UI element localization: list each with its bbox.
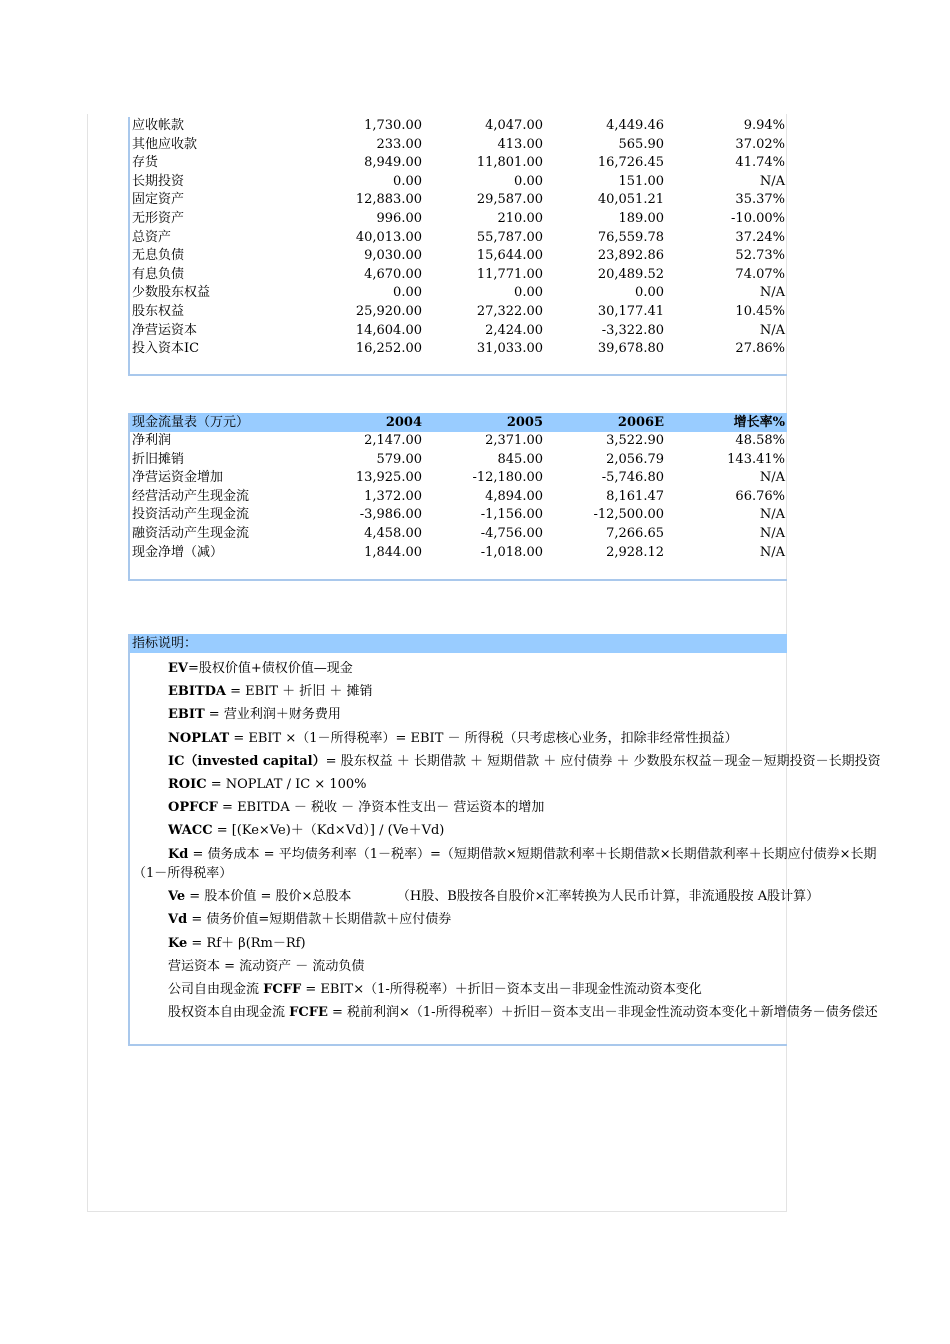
value-2005: 0.00 (514, 285, 543, 301)
header-2004: 2004 (385, 415, 422, 430)
note-term: OPFCF (168, 800, 218, 815)
row-label: 投资活动产生现金流 (132, 507, 250, 523)
note-line (133, 866, 232, 882)
value-growth: 74.07% (735, 266, 785, 282)
value-2004: 579.00 (376, 451, 422, 467)
value-2005: 11,771.00 (476, 266, 543, 282)
value-2004: 8,949.00 (364, 155, 422, 171)
value-2005: 2,424.00 (485, 322, 543, 338)
note-term: WACC (168, 823, 213, 838)
table-row (130, 191, 787, 210)
table-row (130, 136, 787, 155)
note-line (168, 661, 353, 677)
table-row (130, 173, 787, 192)
value-2006e: 2,928.12 (606, 544, 664, 560)
cashflow-header-row (130, 413, 787, 432)
table-row (130, 154, 787, 173)
value-2004: 9,030.00 (364, 248, 422, 264)
value-2005: -1,018.00 (480, 544, 543, 560)
note-text: = 债务价值=短期借款＋长期借款＋应付债券 (187, 912, 452, 927)
value-growth: 27.86% (735, 341, 785, 357)
value-growth: -10.00% (731, 210, 785, 226)
value-2005: 55,787.00 (476, 229, 543, 245)
value-growth: 37.24% (735, 229, 785, 245)
table-row (130, 525, 787, 544)
note-text: （1－所得税率） (133, 866, 233, 881)
value-2004: 12,883.00 (355, 192, 422, 208)
value-2005: 4,047.00 (485, 118, 543, 133)
value-2005: -1,156.00 (480, 507, 543, 523)
value-2004: 2,147.00 (364, 433, 422, 448)
table-row (130, 432, 787, 451)
note-term: ROIC (168, 777, 207, 792)
value-growth: N/A (759, 525, 785, 541)
note-line (168, 707, 341, 723)
header-2006e: 2006E (617, 415, 664, 430)
value-2004: 16,252.00 (355, 341, 422, 357)
row-label: 净利润 (132, 433, 172, 448)
value-2004: 4,670.00 (364, 266, 422, 282)
cashflow-title: 现金流量表（万元） (132, 415, 250, 430)
table-row (130, 322, 787, 341)
note-term: Ke (168, 936, 188, 951)
value-2004: 0.00 (393, 173, 422, 189)
value-growth: N/A (759, 544, 785, 560)
value-growth: 37.02% (735, 136, 785, 152)
value-2004: 25,920.00 (355, 303, 422, 319)
header-2005: 2005 (506, 415, 543, 430)
row-label: 总资产 (132, 229, 172, 245)
table-row (130, 544, 787, 563)
value-2006e: 7,266.65 (606, 525, 664, 541)
note-term: EV (168, 661, 188, 676)
note-text: = EBIT×（1-所得税率）＋折旧－资本支出－非现金性流动资本变化 (301, 982, 702, 997)
note-text: 公司自由现金流 (168, 982, 264, 997)
value-growth: N/A (759, 322, 785, 338)
row-label: 无息负债 (132, 248, 185, 264)
row-label: 其他应收款 (132, 136, 198, 152)
value-2005: 31,033.00 (476, 341, 543, 357)
note-term: FCFE (289, 1005, 328, 1020)
value-growth: 41.74% (735, 155, 785, 171)
row-label: 净营运资本 (132, 322, 198, 338)
value-growth: N/A (759, 173, 785, 189)
note-line (168, 982, 702, 998)
table-row (130, 340, 787, 359)
note-line (168, 731, 738, 747)
note-text: = 税前利润×（1-所得税率）＋折旧－资本支出－非现金性流动资本变化＋新增债务－债务偿还 (327, 1005, 878, 1020)
value-2006e: 565.90 (618, 136, 664, 152)
value-2006e: 8,161.47 (606, 488, 664, 504)
row-label: 折旧摊销 (132, 451, 185, 467)
note-term: EBITDA (168, 684, 227, 699)
value-2006e: 3,522.90 (606, 433, 664, 448)
table-row (130, 506, 787, 525)
value-growth: N/A (759, 470, 785, 486)
note-text: = Rf＋ β(Rm－Rf) (187, 936, 306, 951)
value-growth: N/A (759, 285, 785, 301)
note-text: = EBITDA － 税收 － 净资本性支出－ 营运资本的增加 (217, 800, 545, 815)
notes-title: 指标说明： (130, 634, 787, 653)
value-2005: 0.00 (514, 173, 543, 189)
value-2006e: 2,056.79 (606, 451, 664, 467)
value-2005: 15,644.00 (476, 248, 543, 264)
value-2006e: 76,559.78 (597, 229, 664, 245)
row-label: 应收帐款 (132, 118, 185, 133)
value-2006e: 16,726.45 (597, 155, 664, 171)
value-2006e: 30,177.41 (597, 303, 664, 319)
note-term: NOPLAT (168, 731, 230, 746)
table-row (130, 247, 787, 266)
note-line (168, 800, 544, 816)
value-2004: -3,986.00 (359, 507, 422, 523)
value-2006e: -3,322.80 (601, 322, 664, 338)
row-label: 无形资产 (132, 210, 185, 226)
note-line (168, 754, 881, 770)
value-2006e: 0.00 (635, 285, 664, 301)
row-label: 长期投资 (132, 173, 185, 189)
value-2006e: -12,500.00 (593, 507, 664, 523)
value-2006e: 189.00 (618, 210, 664, 226)
row-label: 投入资本IC (132, 341, 200, 357)
balance-sheet-table (128, 117, 787, 376)
note-line (168, 912, 451, 928)
note-text: 股权资本自由现金流 (168, 1005, 290, 1020)
value-growth: N/A (759, 507, 785, 523)
value-2006e: 40,051.21 (597, 192, 664, 208)
value-2006e: 4,449.46 (606, 118, 664, 133)
note-term: IC（invested capital） (168, 754, 326, 769)
row-label: 有息负债 (132, 266, 185, 282)
value-2006e: 39,678.80 (597, 341, 664, 357)
note-line (168, 1005, 878, 1021)
note-text: = NOPLAT / IC × 100% (206, 777, 367, 792)
note-text: = EBIT ×（1－所得税率）= EBIT － 所得税（只考虑核心业务，扣除非经常性损益） (229, 731, 738, 746)
value-2004: 14,604.00 (355, 322, 422, 338)
value-2005: -12,180.00 (472, 470, 543, 486)
value-2004: 996.00 (376, 210, 422, 226)
note-term: Kd (168, 847, 189, 862)
note-line (168, 959, 364, 975)
value-2004: 13,925.00 (355, 470, 422, 486)
note-text: = EBIT ＋ 折旧 ＋ 摊销 (226, 684, 373, 699)
value-2005: -4,756.00 (480, 525, 543, 541)
cashflow-table (128, 413, 787, 581)
note-text: = 营业利润＋财务费用 (204, 707, 341, 722)
note-term: Vd (168, 912, 188, 927)
value-2004: 4,458.00 (364, 525, 422, 541)
table-row (130, 266, 787, 285)
value-2005: 27,322.00 (476, 303, 543, 319)
row-label: 现金净增（减） (132, 544, 224, 560)
note-term: FCFF (263, 982, 302, 997)
note-text: 营运资本 = 流动资产 － 流动负债 (168, 959, 365, 974)
header-growth: 增长率% (733, 415, 785, 430)
table-row (130, 284, 787, 303)
value-growth: 9.94% (743, 118, 785, 133)
value-growth: 48.58% (735, 433, 785, 448)
value-growth: 10.45% (735, 303, 785, 319)
value-2006e: 23,892.86 (597, 248, 664, 264)
row-label: 净营运资金增加 (132, 470, 224, 486)
value-2005: 11,801.00 (476, 155, 543, 171)
value-2004: 1,844.00 (364, 544, 422, 560)
value-2005: 29,587.00 (476, 192, 543, 208)
note-line (168, 847, 877, 863)
note-text: = 股本价值 = 股价×总股本 （H股、B股按各自股价×汇率转换为人民币计算，非流通股按 A股计算） (185, 889, 820, 904)
value-2005: 210.00 (497, 210, 543, 226)
value-2005: 2,371.00 (485, 433, 543, 448)
table-row (130, 469, 787, 488)
value-2006e: 20,489.52 (597, 266, 664, 282)
value-growth: 66.76% (735, 488, 785, 504)
value-2005: 413.00 (497, 136, 543, 152)
value-2004: 1,730.00 (364, 118, 422, 133)
value-2004: 40,013.00 (355, 229, 422, 245)
row-label: 存货 (132, 155, 159, 171)
table-row (130, 210, 787, 229)
note-line (168, 889, 819, 905)
row-label: 融资活动产生现金流 (132, 525, 250, 541)
value-2005: 845.00 (497, 451, 543, 467)
note-term: EBIT (168, 707, 205, 722)
row-label: 经营活动产生现金流 (132, 488, 250, 504)
value-growth: 35.37% (735, 192, 785, 208)
value-growth: 143.41% (727, 451, 785, 467)
note-text: = 股东权益 ＋ 长期借款 ＋ 短期借款 ＋ 应付债券 ＋ 少数股东权益－现金－短期投资－长期投资 (325, 754, 881, 769)
note-line (168, 684, 373, 700)
value-2005: 4,894.00 (485, 488, 543, 504)
row-label: 股东权益 (132, 303, 185, 319)
note-line (168, 823, 444, 839)
row-label: 固定资产 (132, 192, 185, 208)
note-text: = [(Ke×Ve)＋（Kd×Vd）] / (Ve＋Vd) (212, 823, 445, 838)
note-line (168, 936, 306, 952)
table-row (130, 488, 787, 507)
note-term: Ve (168, 889, 186, 904)
note-text: =股权价值+债权价值—现金 (188, 661, 353, 676)
value-2004: 233.00 (376, 136, 422, 152)
table-row (130, 229, 787, 248)
row-label: 少数股东权益 (132, 285, 211, 301)
table-row (130, 117, 787, 136)
value-2004: 0.00 (393, 285, 422, 301)
table-row (130, 303, 787, 322)
value-2006e: -5,746.80 (601, 470, 664, 486)
value-2004: 1,372.00 (364, 488, 422, 504)
note-line (168, 777, 367, 793)
value-2006e: 151.00 (618, 173, 664, 189)
value-growth: 52.73% (735, 248, 785, 264)
note-text: = 债务成本 = 平均债务利率（1－税率）=（短期借款×短期借款利率＋长期借款×长期借款利率＋长期应付债券×长期 (188, 847, 877, 862)
table-row (130, 451, 787, 470)
